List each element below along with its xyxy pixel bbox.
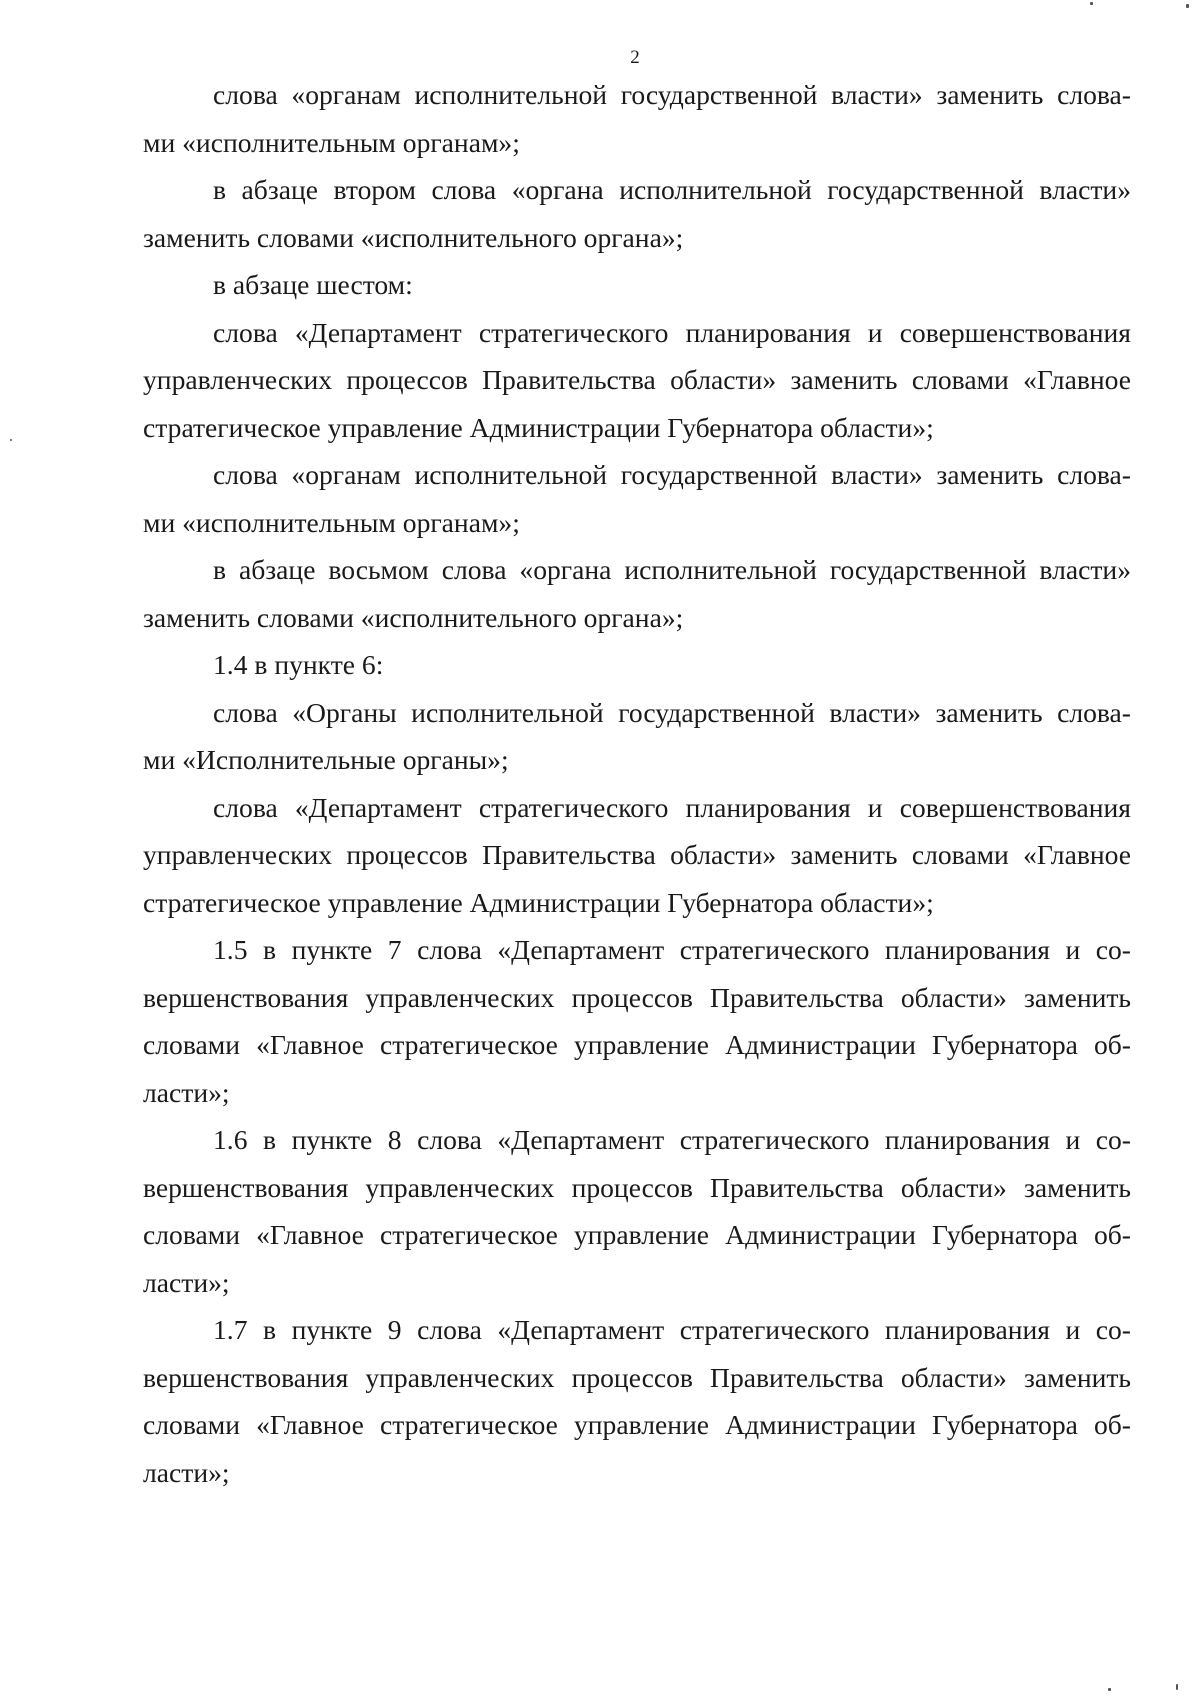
text-line: управленческих процессов Правительства области» заменить словами «Главное (143, 839, 1131, 870)
text-line: в абзаце втором слова «органа исполнительной государственной власти» (213, 174, 1131, 205)
text-line: 1.6 в пункте 8 слова «Департамент стратегического планирования и со- (213, 1124, 1131, 1155)
paragraph (143, 71, 1131, 166)
text-line: управленческих процессов Правительства области» заменить словами «Главное (143, 364, 1131, 395)
text-line: заменить словами «исполнительного органа»; (143, 221, 684, 253)
text-line: ласти»; (143, 1266, 230, 1298)
paragraph (143, 926, 1131, 1116)
text-line: ми «исполнительным органам»; (143, 506, 520, 538)
text-line: 1.7 в пункте 9 слова «Департамент стратегического планирования и со- (213, 1314, 1131, 1345)
scan-speck (1090, 2, 1093, 5)
text-line: заменить словами «исполнительного органа»; (143, 601, 684, 633)
paragraph (143, 1116, 1131, 1306)
paragraph (143, 784, 1131, 927)
paragraph (143, 1306, 1131, 1496)
scan-speck (10, 439, 12, 441)
text-line: вершенствования управленческих процессов Правительства области» заменить (143, 981, 1131, 1013)
scan-speck (1186, 4, 1189, 8)
text-line: ласти»; (143, 1456, 230, 1488)
paragraph (143, 546, 1131, 641)
text-line: в абзаце восьмом слова «органа исполнительной государственной власти» (213, 554, 1131, 585)
text-line: словами «Главное стратегическое управление Администрации Губернатора об- (143, 1409, 1131, 1440)
text-line: слова «органам исполнительной государственной власти» заменить слова- (213, 79, 1131, 110)
paragraph (143, 166, 1131, 261)
text-line: в абзаце шестом: (213, 269, 413, 300)
paragraph (143, 261, 1131, 309)
page-number: 2 (630, 47, 640, 68)
text-line: стратегическое управление Администрации Губернатора области»; (143, 886, 934, 918)
paragraph (143, 641, 1131, 689)
text-line: 1.5 в пункте 7 слова «Департамент стратегического планирования и со- (213, 934, 1131, 965)
text-line: ласти»; (143, 1076, 230, 1108)
paragraph (143, 689, 1131, 784)
scan-speck (1176, 1684, 1178, 1690)
paragraph (143, 451, 1131, 546)
text-line: слова «Департамент стратегического планирования и совершенствования (213, 316, 1131, 348)
text-line: слова «Органы исполнительной государственной власти» заменить слова- (213, 696, 1131, 728)
paragraph (143, 309, 1131, 452)
text-line: слова «Департамент стратегического планирования и совершенствования (213, 791, 1131, 823)
document-body (143, 71, 1131, 1496)
text-line: слова «органам исполнительной государственной власти» заменить слова- (213, 459, 1131, 490)
text-line: вершенствования управленческих процессов Правительства области» заменить (143, 1361, 1131, 1393)
text-line: словами «Главное стратегическое управление Администрации Губернатора об- (143, 1029, 1131, 1060)
text-line: стратегическое управление Администрации Губернатора области»; (143, 411, 934, 443)
text-line: ми «Исполнительные органы»; (143, 744, 509, 775)
text-line: ми «исполнительным органам»; (143, 126, 520, 158)
scan-speck (1108, 1688, 1111, 1691)
text-line: словами «Главное стратегическое управление Администрации Губернатора об- (143, 1219, 1131, 1250)
text-line: вершенствования управленческих процессов Правительства области» заменить (143, 1171, 1131, 1203)
text-line: 1.4 в пункте 6: (213, 649, 384, 680)
